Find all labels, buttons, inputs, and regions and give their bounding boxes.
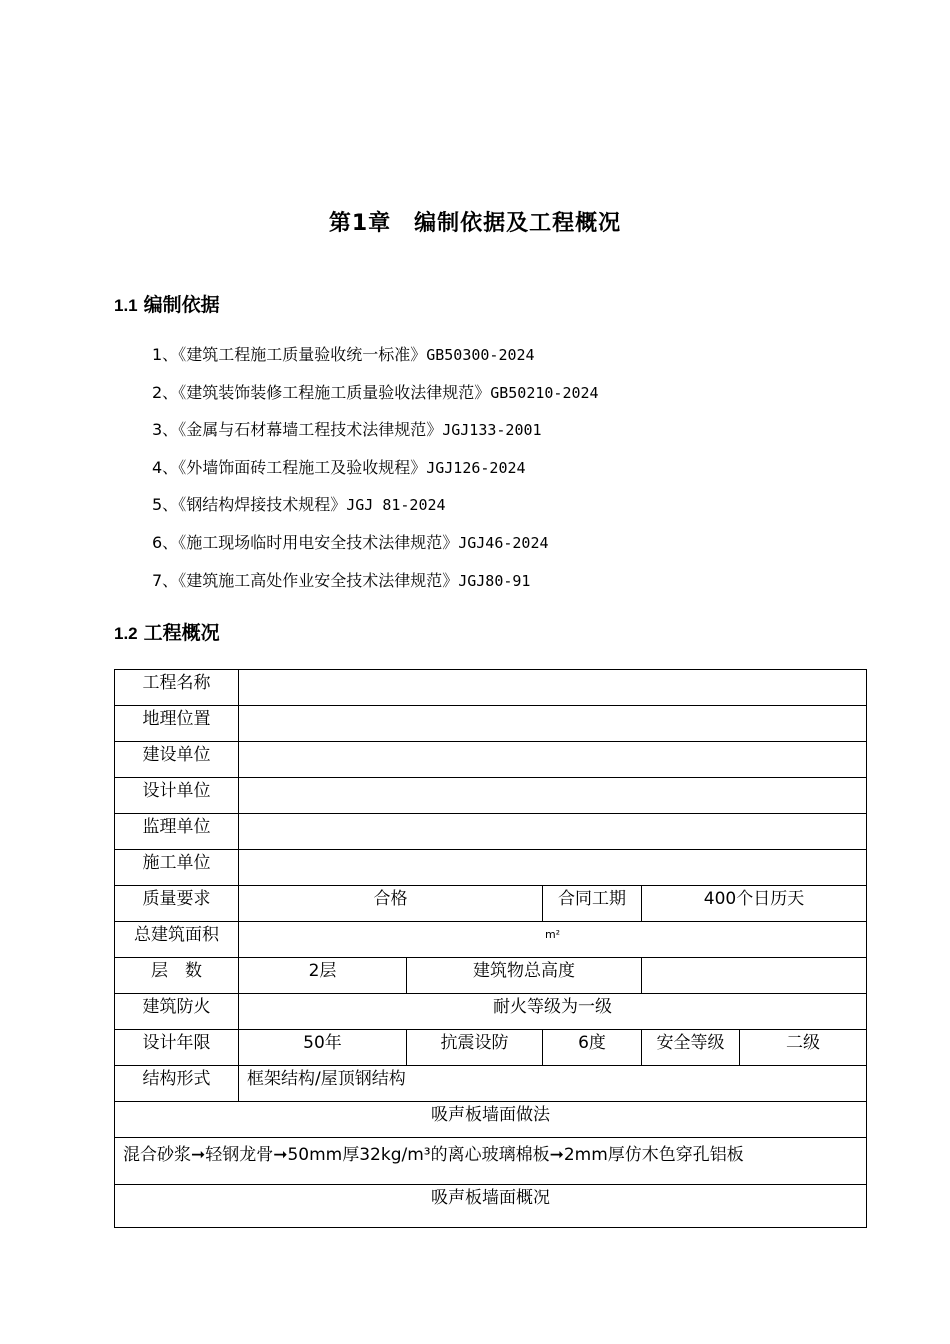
table-row xyxy=(115,1185,867,1228)
item-code: JGJ46-2024 xyxy=(458,533,549,552)
fire-value: 耐火等级为一级 xyxy=(239,994,867,1030)
item-index: 1、 xyxy=(152,345,179,364)
floors-label: 层 数 xyxy=(115,958,239,994)
item-index: 4、 xyxy=(152,457,179,477)
supervisor-label: 监理单位 xyxy=(115,814,239,850)
structure-label: 结构形式 xyxy=(115,1066,239,1102)
panel-method-header: 吸声板墙面做法 xyxy=(115,1102,867,1138)
table-row xyxy=(115,706,867,742)
seismic-value: 6度 xyxy=(543,1030,642,1066)
item-title: 《建筑装饰装修工程施工质量验收法律规范》 xyxy=(178,382,491,402)
designer-label: 设计单位 xyxy=(115,778,239,814)
table-row xyxy=(115,958,867,994)
table-row xyxy=(115,850,867,886)
list-item xyxy=(152,418,599,456)
item-code: JGJ133-2001 xyxy=(442,421,542,440)
quality-value: 合格 xyxy=(239,886,543,922)
list-item xyxy=(152,456,599,494)
location-label: 地理位置 xyxy=(115,706,239,742)
location-value xyxy=(239,706,867,742)
table-row xyxy=(115,814,867,850)
section-title: 工程概况 xyxy=(143,622,220,644)
floors-value: 2层 xyxy=(239,958,407,994)
item-code: GB50210-2024 xyxy=(490,383,599,402)
table-row xyxy=(115,1030,867,1066)
item-title: 《钢结构焊接技术规程》 xyxy=(178,495,347,515)
table-row xyxy=(115,670,867,706)
item-code: JGJ80-91 xyxy=(458,571,531,590)
section-title: 编制依据 xyxy=(143,294,220,316)
section-number: 1.2 xyxy=(114,624,138,643)
fire-label: 建筑防火 xyxy=(115,994,239,1030)
item-index: 3、 xyxy=(152,420,179,440)
reference-list xyxy=(152,343,599,606)
item-title: 《建筑施工高处作业安全技术法律规范》 xyxy=(178,570,459,590)
project-overview-table xyxy=(114,669,867,1228)
contractor-label: 施工单位 xyxy=(115,850,239,886)
height-value xyxy=(642,958,867,994)
seismic-label: 抗震设防 xyxy=(407,1030,543,1066)
item-index: 2、 xyxy=(152,382,179,402)
item-code: JGJ126-2024 xyxy=(426,458,526,477)
table-row xyxy=(115,886,867,922)
period-label: 合同工期 xyxy=(543,886,642,922)
list-item xyxy=(152,531,599,569)
table-row xyxy=(115,922,867,958)
item-index: 6、 xyxy=(152,532,179,552)
area-unit: m² xyxy=(544,928,561,941)
list-item xyxy=(152,381,599,419)
builder-value xyxy=(239,742,867,778)
builder-label: 建设单位 xyxy=(115,742,239,778)
contractor-value xyxy=(239,850,867,886)
list-item xyxy=(152,343,599,381)
height-label: 建筑物总高度 xyxy=(407,958,642,994)
table-row xyxy=(115,1138,867,1185)
chapter-title: 第1章 编制依据及工程概况 xyxy=(328,211,622,236)
life-value: 50年 xyxy=(239,1030,407,1066)
section-number: 1.1 xyxy=(114,296,138,315)
supervisor-value xyxy=(239,814,867,850)
life-label: 设计年限 xyxy=(115,1030,239,1066)
project-name-label: 工程名称 xyxy=(115,670,239,706)
project-name-value xyxy=(239,670,867,706)
item-title: 《金属与石材幕墙工程技术法律规范》 xyxy=(178,420,443,440)
table-row xyxy=(115,994,867,1030)
table-row xyxy=(115,742,867,778)
structure-value: 框架结构/屋顶钢结构 xyxy=(239,1066,867,1102)
safety-label: 安全等级 xyxy=(642,1030,740,1066)
section-heading-basis xyxy=(114,290,220,317)
safety-value: 二级 xyxy=(740,1030,867,1066)
table-row xyxy=(115,778,867,814)
item-title: 《建筑工程施工质量验收统一标准》 xyxy=(178,345,427,364)
item-code: JGJ 81-2024 xyxy=(346,496,446,515)
item-index: 7、 xyxy=(152,570,179,590)
list-item xyxy=(152,493,599,531)
item-code: GB50300-2024 xyxy=(426,346,535,364)
item-index: 5、 xyxy=(152,495,179,515)
table-row xyxy=(115,1066,867,1102)
list-item xyxy=(152,569,599,607)
panel-overview-header: 吸声板墙面概况 xyxy=(115,1185,867,1228)
item-title: 《外墙饰面砖工程施工及验收规程》 xyxy=(178,457,427,477)
panel-method-value: 混合砂浆➞轻钢龙骨➞50mm厚32kg/m³的离心玻璃棉板➞2mm厚仿木色穿孔铝板 xyxy=(115,1138,867,1185)
period-value: 400个日历天 xyxy=(642,886,867,922)
section-heading-overview xyxy=(114,618,220,645)
quality-label: 质量要求 xyxy=(115,886,239,922)
area-label: 总建筑面积 xyxy=(115,922,239,958)
table-row xyxy=(115,1102,867,1138)
designer-value xyxy=(239,778,867,814)
area-value xyxy=(239,922,867,958)
item-title: 《施工现场临时用电安全技术法律规范》 xyxy=(178,532,459,552)
